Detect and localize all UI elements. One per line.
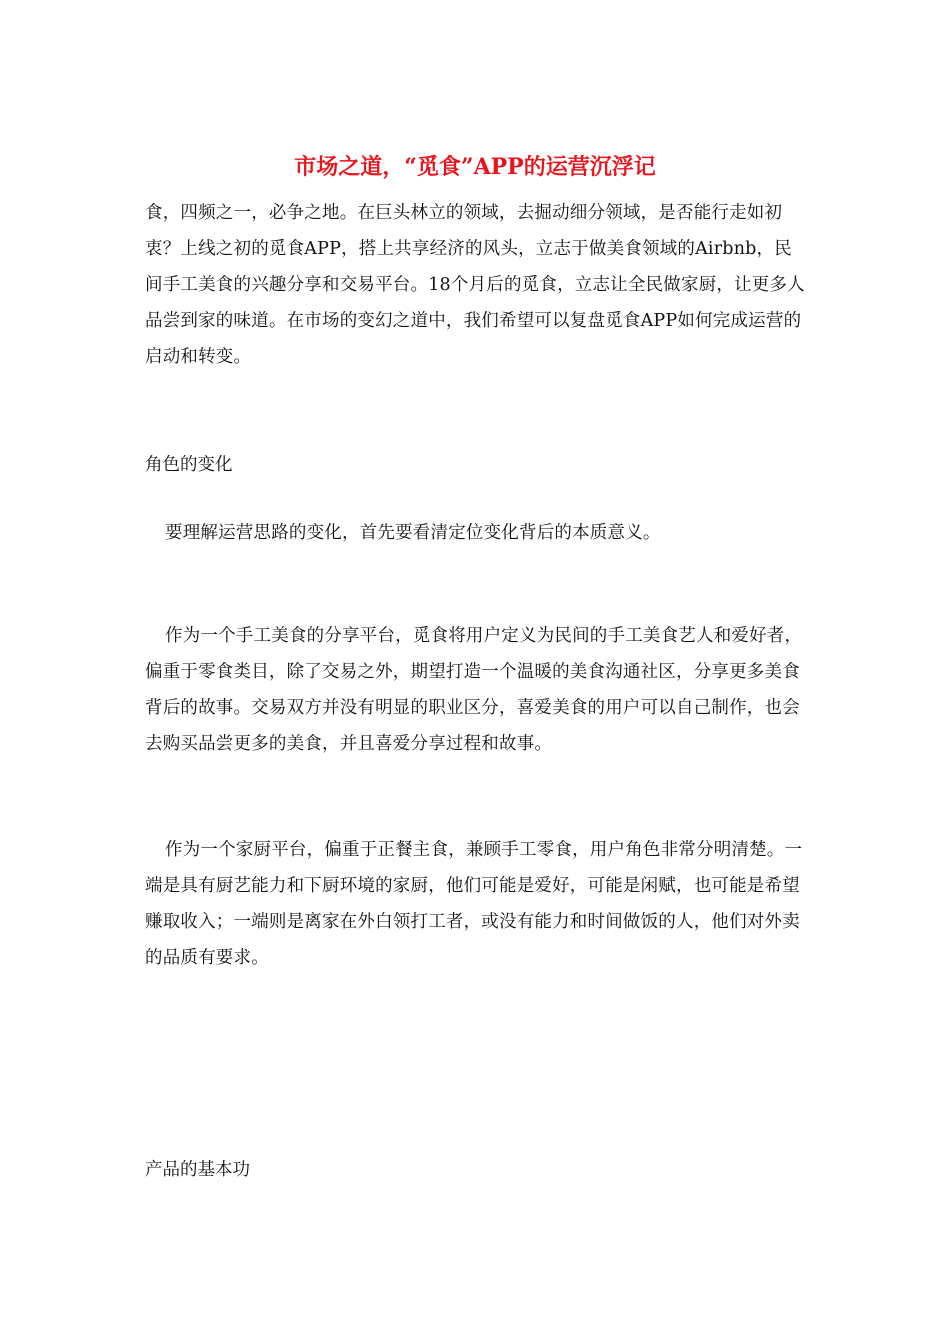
paragraph-understanding: 要理解运营思路的变化，首先要看清定位变化背后的本质意义。 xyxy=(165,523,661,543)
document-title: 市场之道，“觅食”APP的运营沉浮记 xyxy=(294,154,656,180)
section-heading-role-change: 角色的变化 xyxy=(145,455,233,475)
intro-paragraph: 食，四频之一，必争之地。在巨头林立的领域，去掘动细分领域，是否能行走如初衷？上线之初的觅食APP，搭上共享经济的风头，立志于做美食领域的Airbnb，民间手工美食的兴趣分享和交易平台。18个月后的觅食，立志让全民做家厨，让更多人品尝到家的味道。在市场的变幻之道中，我们希望可以复盘觅食APP如何完成运营的启动和转变。 xyxy=(145,203,805,367)
section-heading-product-basics: 产品的基本功 xyxy=(145,1160,250,1180)
paragraph-sharing-platform: 作为一个手工美食的分享平台，觅食将用户定义为民间的手工美食艺人和爱好者，偏重于零食类目，除了交易之外，期望打造一个温暖的美食沟通社区，分享更多美食背后的故事。交易双方并没有明显的职业区分，喜爱美食的用户可以自己制作，也会去购买品尝更多的美食，并且喜爱分享过程和故事。 xyxy=(145,626,803,754)
paragraph-home-kitchen-platform: 作为一个家厨平台，偏重于正餐主食，兼顾手工零食，用户角色非常分明清楚。一端是具有厨艺能力和下厨环境的家厨，他们可能是爱好，可能是闲赋，也可能是希望赚取收入；一端则是离家在外白领打工者，或没有能力和时间做饭的人，他们对外卖的品质有要求。 xyxy=(145,840,803,968)
